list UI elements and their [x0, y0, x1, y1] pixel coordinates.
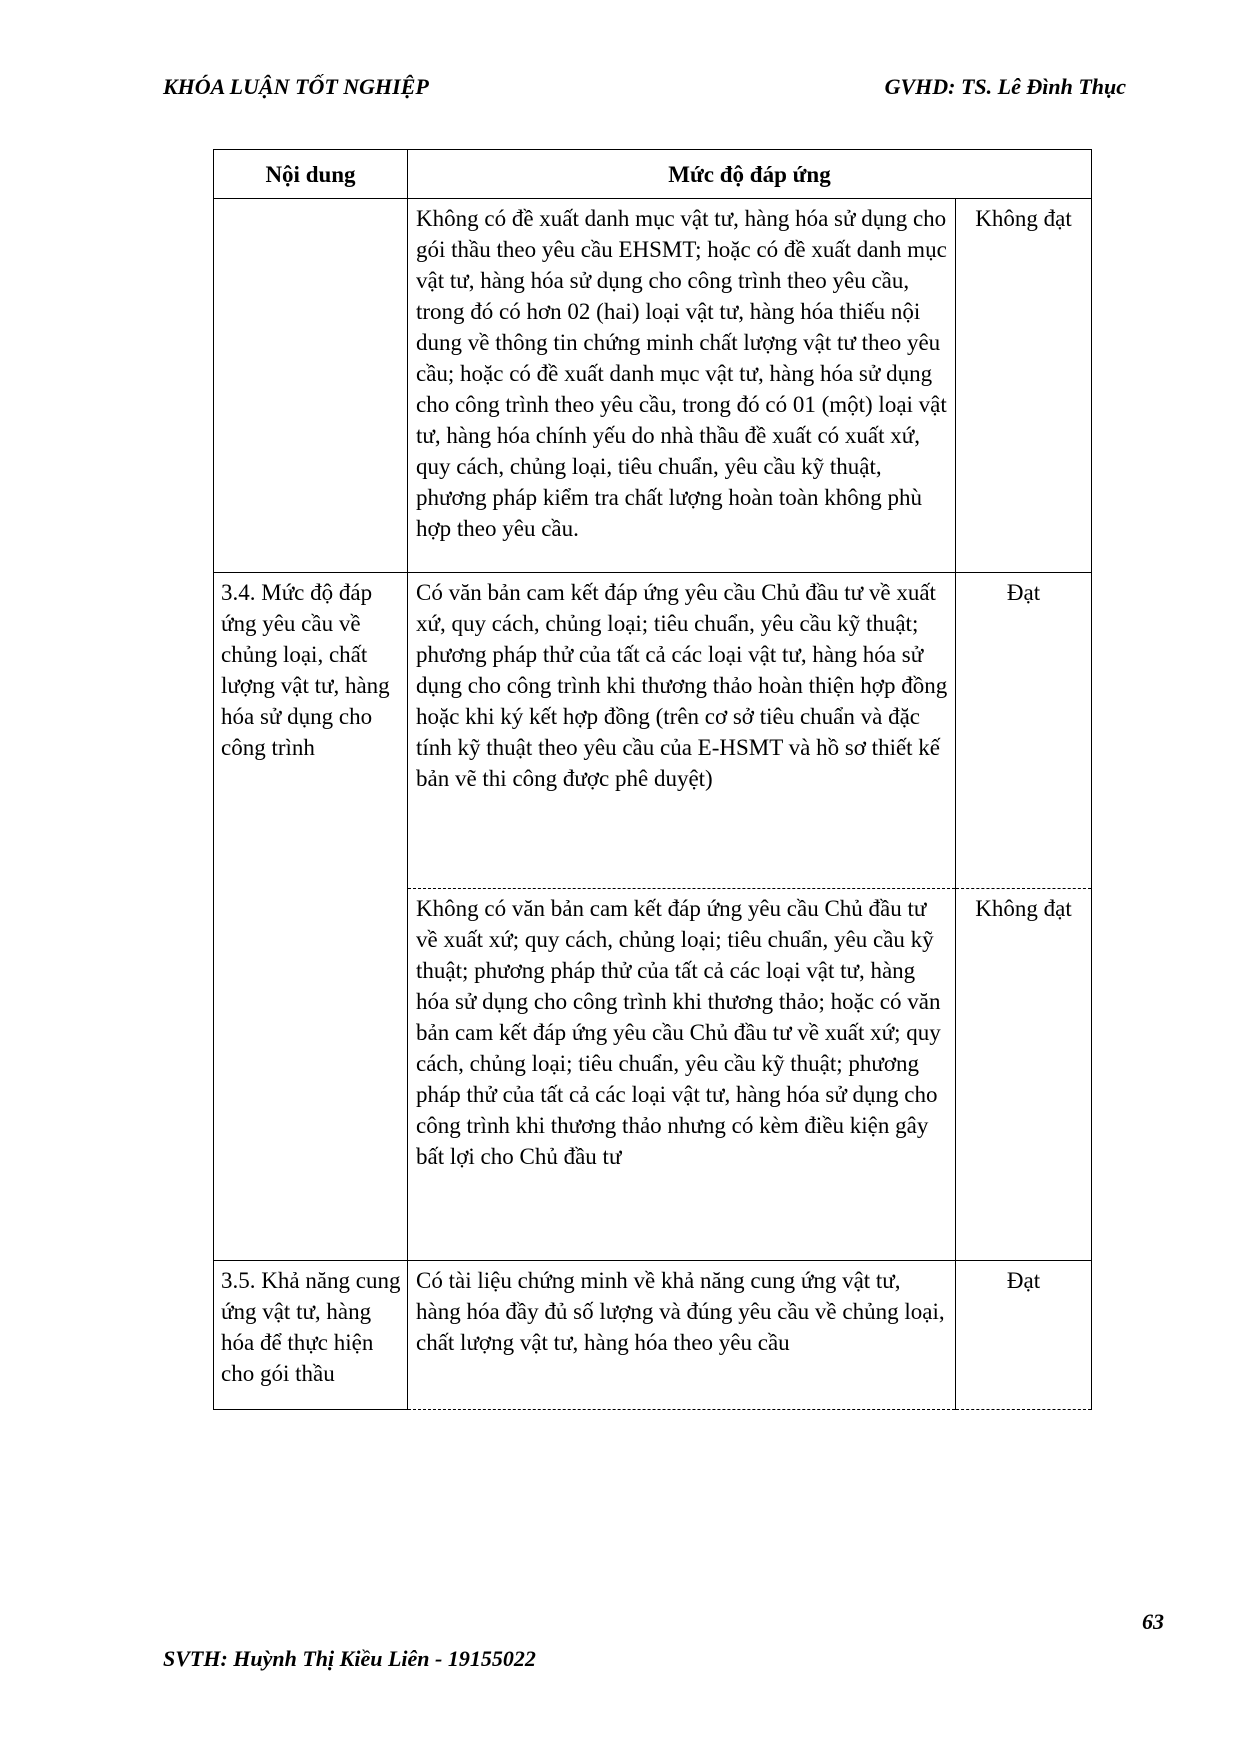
- requirement-cell: Không có đề xuất danh mục vật tư, hàng hóa sử dụng cho gói thầu theo yêu cầu EHSMT; hoặc có đề xuất danh mục vật tư, hàng hóa sử dụng cho công trình theo yêu cầu, trong đó có hơn 02 (hai) loại vật tư, hàng hóa thiếu nội dung về thông tin chứng minh chất lượng vật tư theo yêu cầu; hoặc có đề xuất danh mục vật tư, hàng hóa sử dụng cho công trình theo yêu cầu, trong đó có 01 (một) loại vật tư, hàng hóa chính yếu do nhà thầu đề xuất có xuất xứ, quy cách, chủng loại, tiêu chuẩn, yêu cầu kỹ thuật, phương pháp kiểm tra chất lượng hoàn toàn không phù hợp theo yêu cầu.: [408, 199, 956, 573]
- criteria-cell: 3.4. Mức độ đáp ứng yêu cầu về chủng loại, chất lượng vật tư, hàng hóa sử dụng cho công trình: [214, 573, 408, 1261]
- header-supervisor: GVHD: TS. Lê Đình Thục: [884, 74, 1126, 99]
- requirement-cell: Có tài liệu chứng minh về khả năng cung ứng vật tư, hàng hóa đầy đủ số lượng và đúng yêu cầu về chủng loại, chất lượng vật tư, hàng hóa theo yêu cầu: [408, 1261, 956, 1410]
- criteria-cell: [214, 199, 408, 573]
- page-number: 63: [1142, 1609, 1164, 1634]
- result-cell: Đạt: [956, 573, 1092, 889]
- evaluation-table: [213, 149, 1092, 1410]
- criteria-cell: 3.5. Khả năng cung ứng vật tư, hàng hóa để thực hiện cho gói thầu: [214, 1261, 408, 1410]
- column-header-noi-dung: Nội dung: [214, 150, 408, 199]
- requirement-cell: Có văn bản cam kết đáp ứng yêu cầu Chủ đầu tư về xuất xứ, quy cách, chủng loại; tiêu chuẩn, yêu cầu kỹ thuật; phương pháp thử của tất cả các loại vật tư, hàng hóa sử dụng cho công trình khi thương thảo hoàn thiện hợp đồng hoặc khi ký kết hợp đồng (trên cơ sở tiêu chuẩn và đặc tính kỹ thuật theo yêu cầu của E-HSMT và hồ sơ thiết kế bản vẽ thi công được phê duyệt): [408, 573, 956, 889]
- result-cell: Đạt: [956, 1261, 1092, 1410]
- header-title: KHÓA LUẬN TỐT NGHIỆP: [163, 74, 429, 99]
- column-header-muc-do-dap-ung: Mức độ đáp ứng: [408, 150, 1092, 199]
- table-row: [214, 573, 1092, 889]
- table-row: [214, 199, 1092, 573]
- result-cell: Không đạt: [956, 889, 1092, 1261]
- result-cell: Không đạt: [956, 199, 1092, 573]
- requirement-cell: Không có văn bản cam kết đáp ứng yêu cầu Chủ đầu tư về xuất xứ; quy cách, chủng loại; tiêu chuẩn, yêu cầu kỹ thuật; phương pháp thử của tất cả các loại vật tư, hàng hóa sử dụng cho công trình khi thương thảo; hoặc có văn bản cam kết đáp ứng yêu cầu Chủ đầu tư về xuất xứ; quy cách, chủng loại; tiêu chuẩn, yêu cầu kỹ thuật; phương pháp thử của tất cả các loại vật tư, hàng hóa sử dụng cho công trình khi thương thảo nhưng có kèm điều kiện gây bất lợi cho Chủ đầu tư: [408, 889, 956, 1261]
- table-row: [214, 1261, 1092, 1410]
- footer-author: SVTH: Huỳnh Thị Kiều Liên - 19155022: [163, 1646, 536, 1671]
- table-header-row: [214, 150, 1092, 199]
